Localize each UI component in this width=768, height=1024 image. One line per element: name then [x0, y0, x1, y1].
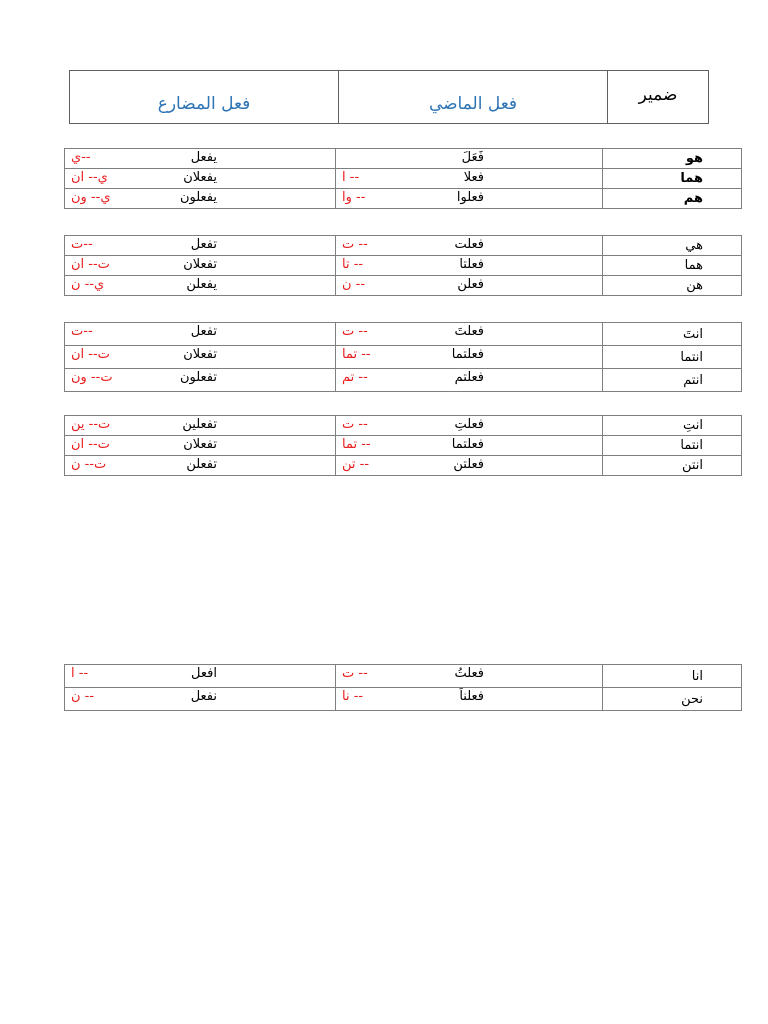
madi-verb: فعلتُ: [454, 666, 484, 681]
pronoun-cell: انتَ: [603, 323, 742, 346]
madi-cell: [336, 416, 603, 436]
mudari-suffix: ت--: [71, 324, 93, 339]
mudari-suffix: ت-- ن: [71, 457, 107, 472]
table-row: [65, 276, 742, 296]
mudari-cell: [65, 688, 336, 711]
madi-verb: فعلتِ: [454, 417, 484, 432]
madi-verb: فعلتن: [453, 457, 484, 472]
madi-verb: فعلتَ: [454, 324, 484, 339]
conjugation-group-first-person: [64, 664, 742, 711]
pronoun-cell: انتِ: [603, 416, 742, 436]
pronoun-cell: هي: [603, 236, 742, 256]
madi-verb: فعلوا: [456, 190, 484, 205]
mudari-suffix: ي-- ن: [71, 277, 105, 292]
mudari-verb: تفعلان: [183, 257, 217, 272]
mudari-suffix: ت-- ان: [71, 257, 110, 272]
table-row: [65, 369, 742, 392]
madi-cell: [336, 169, 603, 189]
table-row: [65, 436, 742, 456]
madi-cell: [336, 236, 603, 256]
madi-verb: فعلت: [454, 237, 484, 252]
mudari-verb: تفعلين: [182, 417, 217, 432]
conjugation-group-second-feminine: [64, 415, 742, 476]
mudari-verb: تفعل: [190, 237, 217, 252]
madi-cell: [336, 323, 603, 346]
madi-suffix: تما --: [342, 437, 371, 452]
mudari-cell: [65, 276, 336, 296]
mudari-verb: يفعلان: [183, 170, 217, 185]
madi-cell: [336, 665, 603, 688]
mudari-cell: [65, 416, 336, 436]
mudari-verb: تفعلان: [183, 347, 217, 362]
mudari-verb: افعل: [191, 666, 217, 681]
mudari-cell: [65, 236, 336, 256]
table-row: [65, 189, 742, 209]
pronoun-cell: انتما: [603, 436, 742, 456]
madi-verb: فعلناَ: [459, 689, 484, 704]
pronoun-cell: هم: [603, 189, 742, 209]
mudari-cell: [65, 456, 336, 476]
table-row: [65, 346, 742, 369]
mudari-verb: تفعلن: [186, 457, 217, 472]
mudari-cell: [65, 169, 336, 189]
madi-suffix: وا --: [342, 190, 366, 205]
madi-cell: [336, 276, 603, 296]
madi-verb: فعلن: [457, 277, 484, 292]
madi-cell: [336, 456, 603, 476]
mudari-suffix: ي--: [71, 150, 91, 165]
madi-suffix: تما --: [342, 347, 371, 362]
madi-verb: فعلتا: [459, 257, 484, 272]
mudari-cell: [65, 665, 336, 688]
mudari-suffix: ت-- ين: [71, 417, 111, 432]
mudari-cell: [65, 436, 336, 456]
madi-suffix: ت --: [342, 324, 368, 339]
mudari-suffix: ت-- ان: [71, 347, 110, 362]
table-row: [65, 416, 742, 436]
mudari-cell: [65, 189, 336, 209]
mudari-cell: [65, 149, 336, 169]
conjugation-group-second-masculine: [64, 322, 742, 392]
mudari-cell: [65, 323, 336, 346]
madi-suffix: ت --: [342, 417, 368, 432]
mudari-verb: يفعلن: [186, 277, 217, 292]
pronoun-header: ضمير: [608, 71, 709, 124]
table-row: [65, 688, 742, 711]
mudari-suffix: ي-- ان: [71, 170, 108, 185]
table-row: [65, 323, 742, 346]
madi-suffix: ت --: [342, 237, 368, 252]
mudari-suffix: ن --: [71, 689, 95, 704]
pronoun-cell: هما: [603, 169, 742, 189]
madi-header: فعل الماضي: [339, 71, 608, 124]
table-row: [65, 149, 742, 169]
mudari-verb: تفعلان: [183, 437, 217, 452]
madi-suffix: تم --: [342, 370, 368, 385]
pronoun-cell: انتما: [603, 346, 742, 369]
mudari-header: فعل المضارع: [70, 71, 339, 124]
mudari-cell: [65, 256, 336, 276]
madi-cell: [336, 369, 603, 392]
madi-suffix: تا --: [342, 257, 364, 272]
conjugation-group-third-masculine: [64, 148, 742, 209]
mudari-verb: تفعلون: [179, 370, 217, 385]
mudari-suffix: ت-- ون: [71, 370, 113, 385]
table-row: [65, 256, 742, 276]
pronoun-cell: انتم: [603, 369, 742, 392]
mudari-suffix: ت-- ان: [71, 437, 110, 452]
pronoun-cell: انا: [603, 665, 742, 688]
table-row: [65, 456, 742, 476]
header-table: [69, 70, 709, 124]
madi-suffix: ت --: [342, 666, 368, 681]
madi-cell: [336, 346, 603, 369]
mudari-suffix: ي-- ون: [71, 190, 111, 205]
pronoun-cell: نحن: [603, 688, 742, 711]
header-row: [70, 71, 709, 124]
pronoun-cell: انتن: [603, 456, 742, 476]
mudari-suffix: ا --: [71, 666, 89, 681]
mudari-verb: نفعل: [190, 689, 217, 704]
madi-verb: فعلتما: [451, 347, 484, 362]
mudari-cell: [65, 369, 336, 392]
madi-suffix: ن --: [342, 277, 366, 292]
mudari-verb: يفعلون: [179, 190, 217, 205]
madi-cell: [336, 688, 603, 711]
madi-cell: [336, 256, 603, 276]
madi-suffix: نا --: [342, 689, 364, 704]
mudari-verb: تفعل: [190, 324, 217, 339]
pronoun-cell: هو: [603, 149, 742, 169]
mudari-verb: يفعل: [190, 150, 217, 165]
madi-verb: فعلتم: [454, 370, 484, 385]
madi-verb: فعلتما: [451, 437, 484, 452]
mudari-cell: [65, 346, 336, 369]
table-row: [65, 169, 742, 189]
madi-cell: [336, 149, 603, 169]
table-row: [65, 665, 742, 688]
conjugation-group-third-feminine: [64, 235, 742, 296]
madi-verb: فعلا: [463, 170, 484, 185]
madi-cell: [336, 189, 603, 209]
madi-verb: فَعَلَ: [461, 150, 484, 165]
madi-suffix: تن --: [342, 457, 370, 472]
mudari-suffix: ت--: [71, 237, 93, 252]
table-row: [65, 236, 742, 256]
pronoun-cell: هما: [603, 256, 742, 276]
madi-cell: [336, 436, 603, 456]
pronoun-cell: هن: [603, 276, 742, 296]
madi-suffix: ا --: [342, 170, 360, 185]
